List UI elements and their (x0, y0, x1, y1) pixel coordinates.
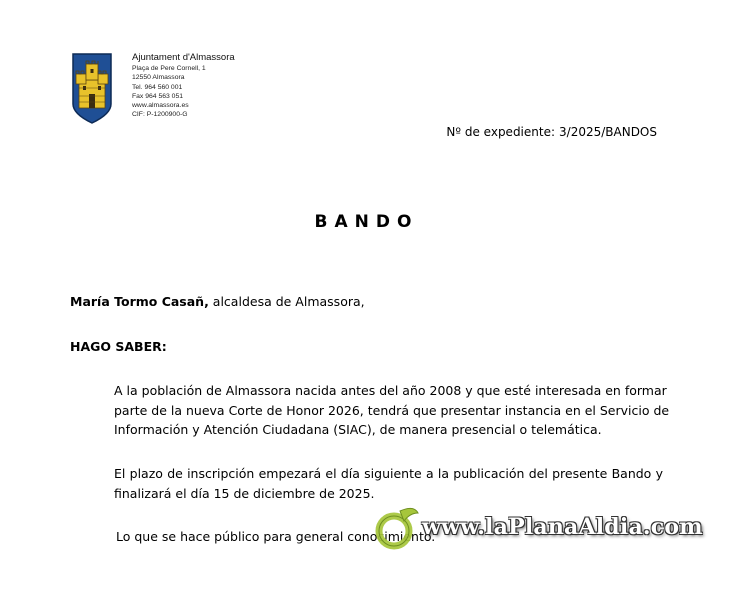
organization-header (132, 52, 235, 120)
paragraph-line: El plazo de inscripción empezará el día siguiente a la publicación del presente Bando y (114, 466, 663, 481)
address-line: 12550 Almassora (132, 74, 185, 82)
intro-line (70, 294, 365, 310)
paragraph-line: A la población de Almassora nacida antes del año 2008 y que esté interesada en formar (114, 383, 667, 398)
laplanaaldia-logo-icon (374, 505, 422, 551)
mayor-name: María Tormo Casañ, (70, 294, 209, 309)
paragraph-line: finalizará el día 15 de diciembre de 2025. (114, 485, 375, 501)
watermark (374, 505, 703, 551)
hago-saber-heading: HAGO SABER: (70, 339, 167, 354)
paragraph-deadline (114, 464, 663, 503)
cif-line: CIF: P-1200900-G (132, 111, 188, 119)
org-name: Ajuntament d'Almassora (132, 52, 235, 63)
website-line: www.almassora.es (132, 102, 189, 110)
paragraph-registration (114, 381, 670, 440)
closing-line: Lo que se hace público para general conocimiento. (116, 529, 436, 544)
paragraph-line: parte de la nueva Corte de Honor 2026, tendrá que presentar instancia en el Servicio de (114, 402, 670, 418)
paragraph-line: Información y Atención Ciudadana (SIAC), de manera presencial o telemática. (114, 422, 602, 437)
castle-coat-of-arms-icon (71, 52, 113, 124)
expediente-label: Nº de expediente: (446, 125, 556, 139)
watermark-text: www.laPlanaAldia.com (422, 514, 703, 540)
address-line: Plaça de Pere Cornell, 1 (132, 65, 206, 72)
phone-line: Tel. 964 560 001 (132, 83, 183, 91)
fax-line: Fax 964 563 051 (132, 92, 184, 100)
expediente-number (446, 125, 657, 139)
expediente-value: 3/2025/BANDOS (559, 125, 657, 139)
mayor-title: alcaldesa de Almassora, (208, 294, 365, 309)
document-title: BANDO (314, 212, 419, 232)
